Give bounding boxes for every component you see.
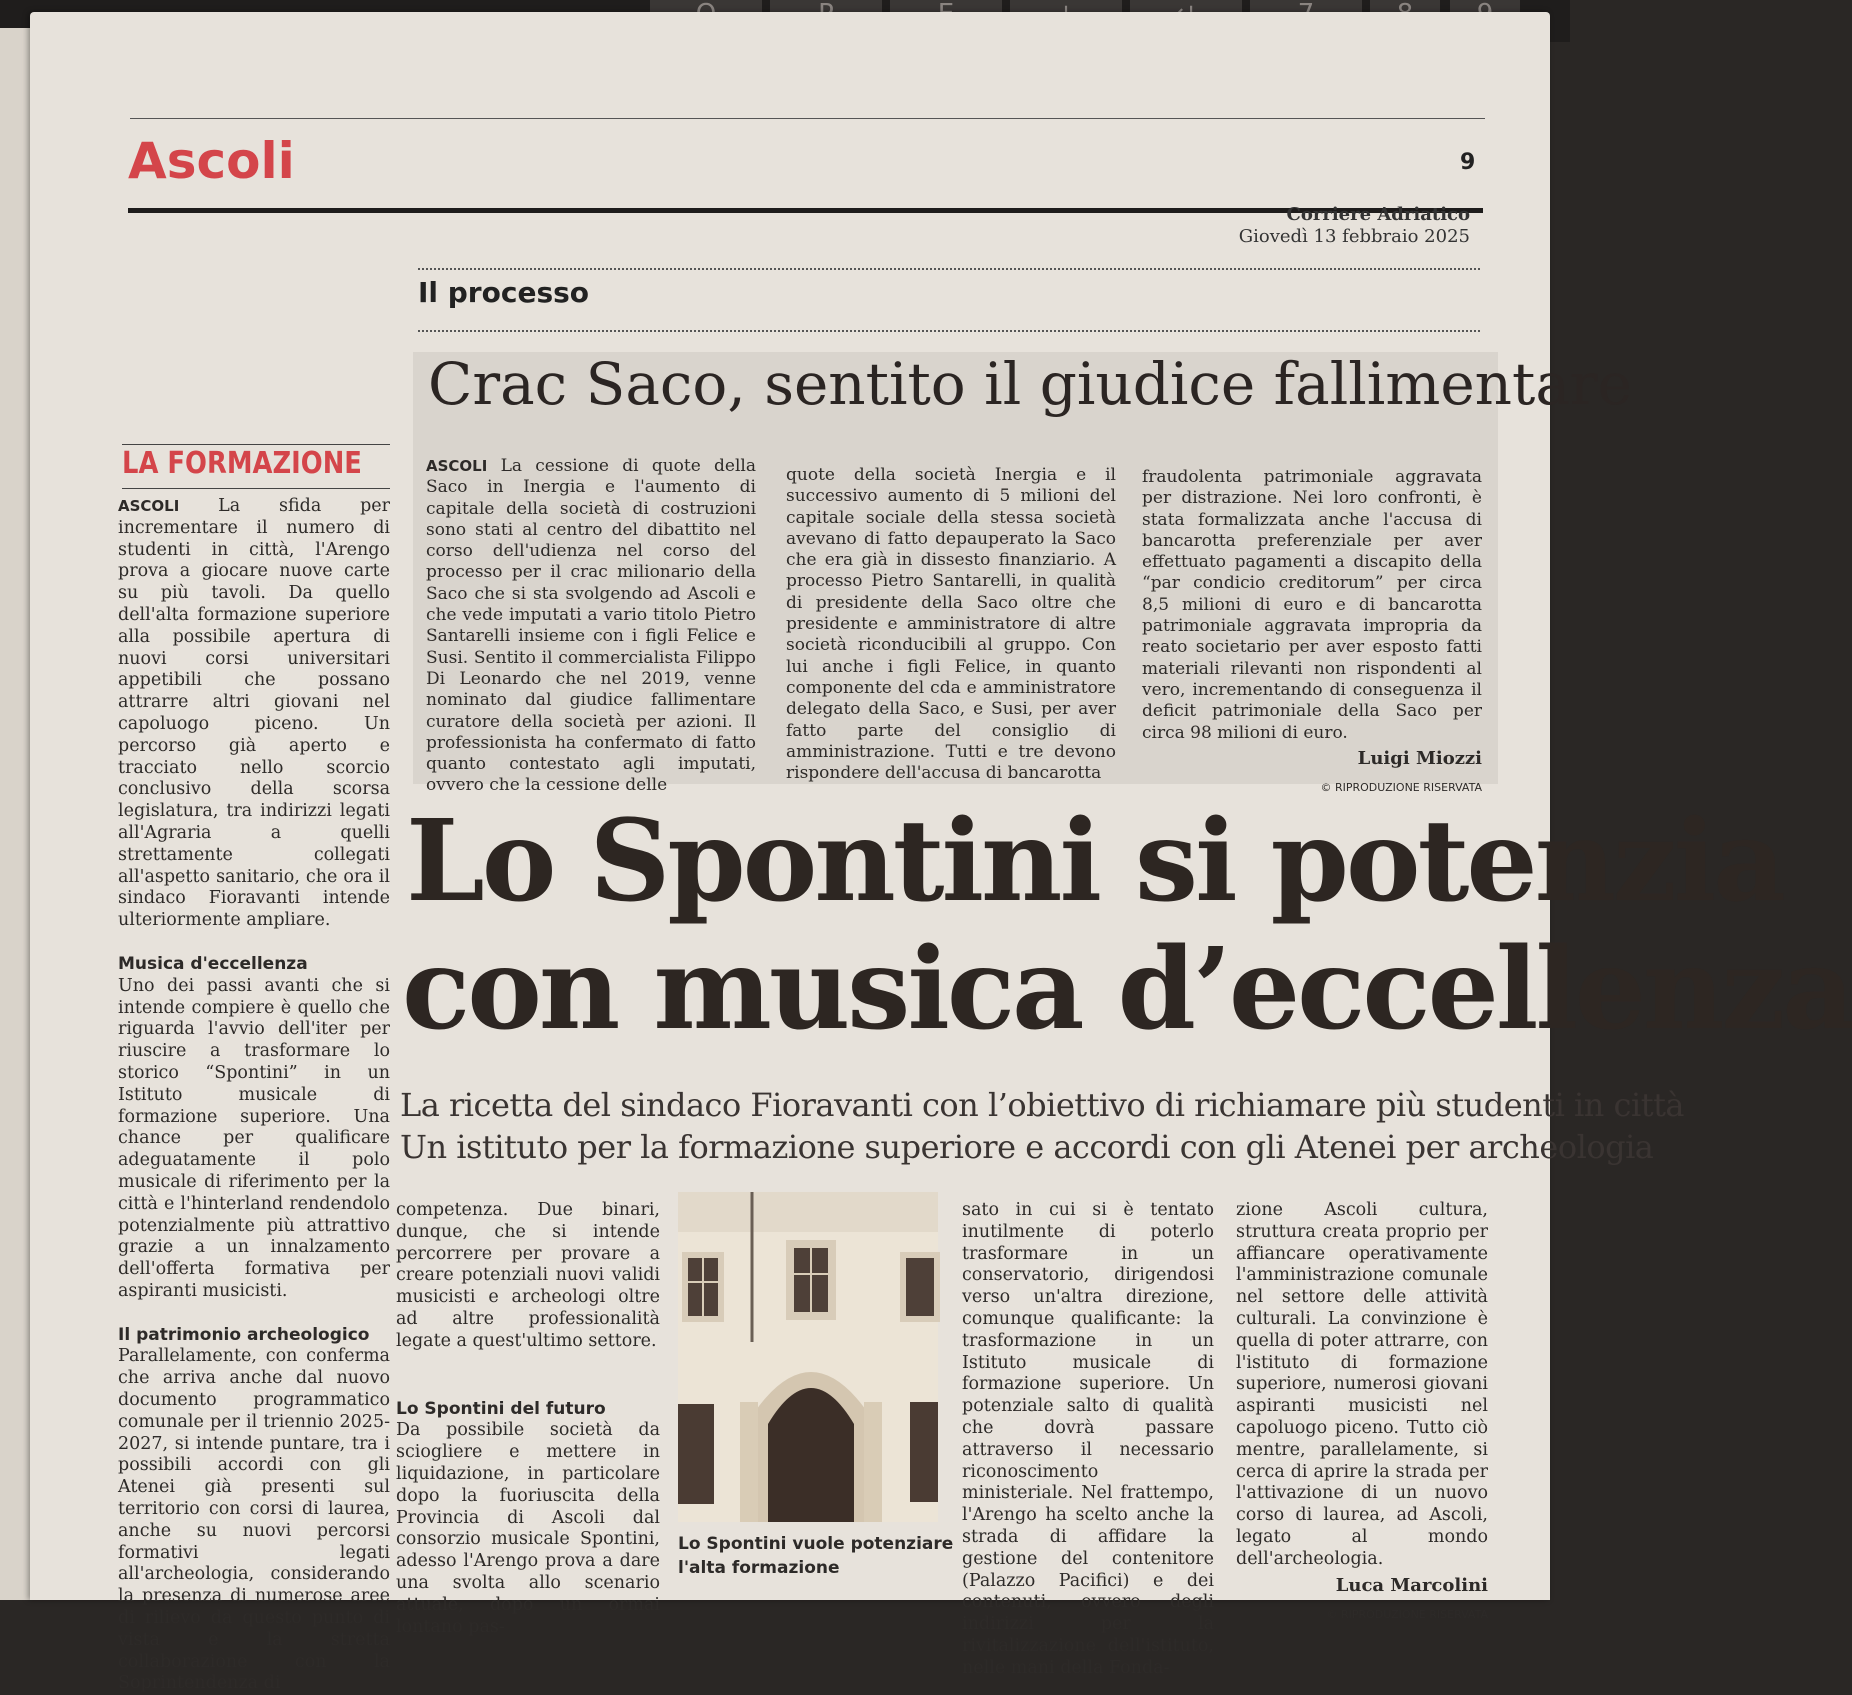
main-rights: © RIPRODUZIONE RISERVATA: [1326, 1608, 1488, 1622]
processo-rights: © RIPRODUZIONE RISERVATA: [1320, 781, 1482, 795]
main-column-c-text: zione Ascoli cultura, struttura creata proprio per affiancare operativamente l'amministrazione comunale nel settore delle attività culturali. La convinzione è quella di poter attrarre, con l'istituto di formazione superiore, numerosi giovani aspiranti musicisti nel capoluogo piceno. Tutto ciò mentre, parallelamente, si cerca di aprire la strada per l'attivazione di un nuovo corso di laurea, ad Ascoli, legato al mondo dell'archeologia.: [1236, 1200, 1488, 1569]
main-column-a-top: competenza. Due binari, dunque, che si intende percorrere per provare a creare potenziali nuovi validi musicisti e archeologi oltre ad altre professionalità legate a quest'ultimo settore.: [396, 1200, 660, 1351]
page-number: 9: [1460, 150, 1476, 175]
subheading-spontini-futuro: Lo Spontini del futuro: [396, 1398, 606, 1419]
dateline: ASCOLI: [118, 497, 180, 515]
processo-column-3: [1142, 467, 1482, 798]
main-headline-line-2: con musica d’eccellenza: [402, 924, 1852, 1055]
main-column-b-text: sato in cui si è tentato inutilmente di poterlo trasformare in un conservatorio, dirigendosi verso un'altra direzione, comunque qualificante: la trasformazione in un Istituto musicale di formazione superiore. Un potenziale salto di qualità che dovrà passare attraverso il necessario riconoscimento ministeriale. Nel frattempo, l'Arengo ha scelto anche la strada di affidare la gestione del contenitore (Palazzo Pacifici) e dei contenuti, ovvero degli indirizzi per la rivitalizzazione dell'istituto, nelle mani della Fonda-: [962, 1200, 1214, 1678]
subheading-archeologia: Il patrimonio archeologico: [118, 1324, 370, 1345]
formazione-paragraph-1: Uno dei passi avanti che si intende compiere è quello che riguarda l'avvio dell'iter per riuscire a trasformare lo storico “Spontini” in un Istituto musicale di formazione superiore. Una chance per qualificare adeguatamente il polo musicale di riferimento per la città e l'hinterland rendendolo potenzialmente più attrattivo grazie a un innalzamento dell'offerta formativa per aspiranti musicisti.: [118, 975, 390, 1301]
main-subhead-1: La ricetta del sindaco Fioravanti con l’obiettivo di richiamare più studenti in città: [400, 1086, 1684, 1124]
processo-text-3: fraudolenta patrimoniale aggravata per distrazione. Nei loro confronti, è stata formalizzata anche l'accusa di bancarotta preferenziale per aver effettuato pagamenti a discapito della “par condicio creditorum” per circa 8,5 milioni di euro e di bancarotta patrimoniale aggravata impropria da reato societario per aver esposto fatti materiali rilevanti non rispondenti al vero, incrementando di conseguenza il deficit patrimoniale della Saco per circa 98 milioni di euro.: [1142, 467, 1482, 743]
spontini-photo: [678, 1192, 938, 1522]
formazione-column: [118, 496, 390, 1695]
main-subhead-2: Un istituto per la formazione superiore e accordi con gli Atenei per archeologia: [400, 1128, 1654, 1166]
main-headline-line-1: Lo Spontini si potenzia: [406, 796, 1783, 927]
main-column-a: [396, 1200, 660, 1638]
header-rule: [130, 118, 1485, 119]
processo-column-2: [786, 465, 1116, 784]
main-column-a-body: Da possibile società da sciogliere e mettere in liquidazione, in particolare dopo la fuoriuscita della Provincia di Ascoli dal consorzio musicale Spontini, adesso l'Arengo prova a dare una svolta allo scenario attuale, dopo un ormai lontano pas-: [396, 1420, 660, 1637]
masthead: [1239, 204, 1470, 248]
newspaper-name: Corriere Adriatico: [1286, 204, 1470, 225]
caption-line-2: l'alta formazione: [678, 1558, 840, 1578]
subheading-musica: Musica d'eccellenza: [118, 953, 308, 974]
processo-text-1: La cessione di quote della Saco in Inergia e l'aumento di capitale della società di costruzioni sono stati al centro del dibattito nel corso dell'udienza nel corso del processo per il crac milionario della Saco che si sta svolgendo ad Ascoli e che vede imputati a vario titolo Pietro Santarelli insieme con i figli Felice e Susi. Sentito il commercialista Filippo Di Leonardo che nel 2019, venne nominato dal giudice fallimentare curatore della società per azioni. Il professionista ha confermato di fatto quanto contestato agli imputati, ovvero che la cessione delle: [426, 456, 756, 796]
formazione-title: LA FORMAZIONE: [122, 446, 362, 481]
building-illustration: [678, 1192, 938, 1522]
dateline: ASCOLI: [426, 457, 488, 475]
processo-column-1: [426, 456, 756, 797]
processo-headline: Crac Saco, sentito il giudice fallimentare: [428, 350, 1632, 418]
sidebar-rule: [122, 488, 390, 489]
dotted-rule: [418, 268, 1480, 270]
caption-line-1: Lo Spontini vuole potenziare: [678, 1534, 954, 1554]
formazione-intro-text: La sfida per incrementare il numero di studenti in città, l'Arengo prova a giocare nuove carte su più tavoli. Da quello dell'alta formazione superiore alla possibile apertura di nuovi corsi universitari appetibili che possano attrarre altri giovani nel capoluogo piceno. Un percorso già aperto e tracciato nello scorcio conclusivo della scorsa legislatura, tra indirizzi legati all'Agraria a quelli strettamente collegati all'aspetto sanitario, che ora il sindaco Fioravanti intende ulteriormente ampliare.: [118, 496, 390, 931]
formazione-intro: [118, 496, 390, 932]
main-column-b: [962, 1200, 1214, 1680]
processo-byline: Luigi Miozzi: [1357, 747, 1482, 769]
dotted-rule: [418, 330, 1480, 332]
processo-kicker: Il processo: [418, 276, 590, 309]
main-byline: Luca Marcolini: [1335, 1574, 1488, 1596]
formazione-paragraph-2: Parallelamente, con conferma che arriva anche dal nuovo documento programmatico comunale per il triennio 2025-2027, si intende puntare, tra i possibili accordi con gli Atenei già presenti sul territorio con corsi di laurea, anche su nuovi percorsi formativi legati all'archeologia, considerando la presenza di numerose aree di rilievo da questo punto di vista e la stretta collaborazione con la Soprintendenza di: [118, 1346, 390, 1694]
photo-caption: [678, 1532, 953, 1580]
section-title: Ascoli: [128, 132, 295, 190]
sidebar-rule: [122, 444, 390, 445]
processo-text-2: quote della società Inergia e il successivo aumento di 5 milioni del capitale sociale della stessa società avevano di fatto depauperato la Saco che era già in dissesto finanziario. A processo Pietro Santarelli, in qualità di presidente della Saco oltre che presidente e amministratore di altre società riconducibili al gruppo. Con lui anche i figli Felice, in quanto componente del cda e amministratore delegato della Saco, e Susi, per aver fatto parte del consiglio di amministrazione. Tutti e tre devono rispondere dell'accusa di bancarotta: [786, 465, 1116, 784]
issue-date: Giovedì 13 febbraio 2025: [1238, 226, 1470, 247]
main-column-c: [1236, 1200, 1488, 1626]
